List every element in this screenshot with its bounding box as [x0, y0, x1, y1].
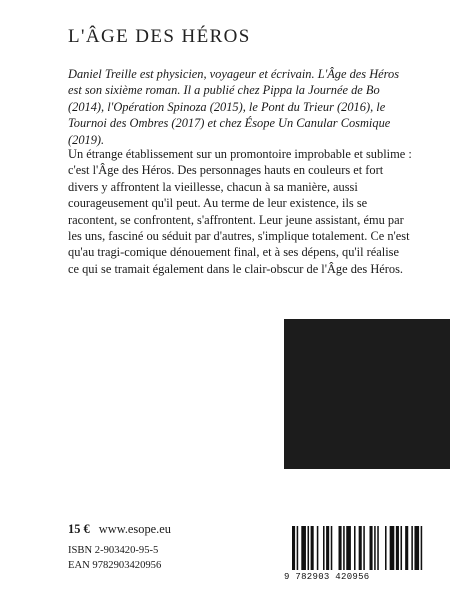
barcode-bar	[326, 526, 329, 570]
author-bio: Daniel Treille est physicien, voyageur et écrivain. L'Âge des Héros est son sixième roman. Il a publié chez Pippa la Journée de Bo (2014), l'Opération Spinoza (2015), le Pont du Trieur (2016), le Tournoi des Ombres (2017) et chez Ésope Un Canular Cosmique (2019).	[68, 67, 400, 147]
barcode-bar	[346, 526, 351, 570]
barcode-bar	[354, 526, 356, 570]
book-title: L'ÂGE DES HÉROS	[68, 26, 251, 47]
barcode-bar	[343, 526, 345, 570]
barcode-bar	[323, 526, 325, 570]
barcode-bar	[317, 526, 319, 570]
barcode-bars	[284, 526, 430, 572]
barcode-bar	[396, 526, 399, 570]
barcode-bar	[292, 526, 295, 570]
barcode-bar	[311, 526, 314, 570]
barcode-bar	[301, 526, 306, 570]
barcode-bar	[363, 526, 365, 570]
price: 15 €	[68, 522, 90, 536]
price-line	[68, 522, 171, 537]
barcode-bar	[359, 526, 362, 570]
barcode-bar	[308, 526, 310, 570]
barcode-bar	[401, 526, 403, 570]
barcode-bar	[414, 526, 419, 570]
black-block	[284, 319, 450, 469]
barcode-bar	[390, 526, 395, 570]
barcode	[284, 526, 430, 588]
barcode-bar	[411, 526, 413, 570]
isbn: ISBN 2-903420-95-5	[68, 545, 159, 556]
barcode-bar	[331, 526, 333, 570]
barcode-bar	[374, 526, 376, 570]
book-summary: Un étrange établissement sur un promontoire improbable et sublime : c'est l'Âge des Héros. Des personnages hauts en couleurs et fort divers y affrontent la vieillesse, chacun à sa manière, aussi courageusement qu'il peut. Au terme de leur existence, ils se racontent, se confrontent, s'affrontent. Leur jeune assistant, ému par les uns, fasciné ou séduit par d'autres, s'implique totalement. Ce n'est qu'au tragi-comique dénouement final, et à ses dépens, qu'il réalise ce qui se tramait également dans le clair-obscur de l'Âge des Héros.	[68, 147, 412, 276]
barcode-bar	[385, 526, 387, 570]
barcode-bar	[339, 526, 342, 570]
barcode-digits: 9 782903 420956	[284, 572, 370, 582]
ean: EAN 9782903420956	[68, 560, 162, 571]
barcode-bar	[421, 526, 423, 570]
publisher-website[interactable]: www.esope.eu	[98, 522, 171, 536]
barcode-bar	[370, 526, 373, 570]
barcode-bar	[377, 526, 379, 570]
barcode-bar	[297, 526, 299, 570]
barcode-bar	[405, 526, 408, 570]
